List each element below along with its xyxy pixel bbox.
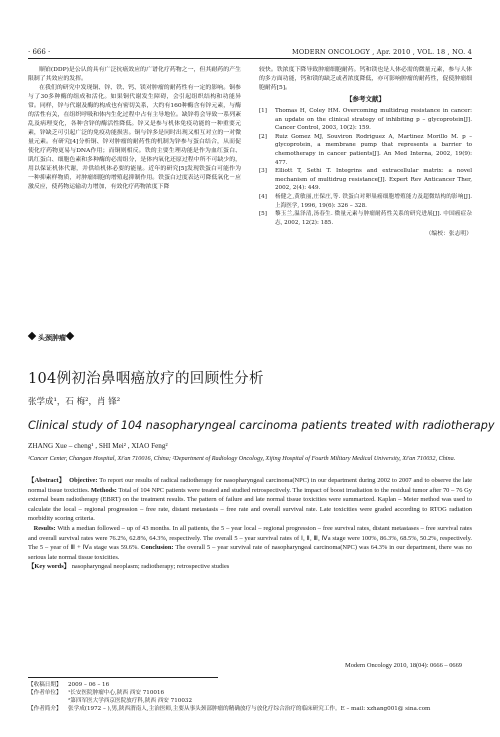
methods-text: Total of 104 NPC patients were treated and studied retrospectively. The impact of boost irradiation to the residual tumor after 70 – 76 Gy external beam radiotherapy (EBRT) on the treatment results. The pattern of failure and late normal tissue toxicities were summarized. Kaplan – Meier method was used to calculate the local – regional progression – free rate, distant metastasis – free rate and overall survival rate. Late toxicities were graded according to RTOG radiation morbidity scoring criteria. bbox=[28, 486, 472, 523]
reference-list bbox=[259, 107, 472, 227]
reference-text: 黎玉兰,温泽清,汤春生. 微量元素与肿瘤耐药性关系的研究进展[J]. 中国癌症杂志, 2002, 12(2): 185. bbox=[275, 211, 472, 226]
footnote-text: ¹长安医院肿瘤中心,陕西 西安 710016 bbox=[68, 690, 165, 696]
footnote-label: 【作者简介】 bbox=[28, 706, 62, 712]
editor-note: （编校：张志明） bbox=[425, 231, 472, 238]
footnote-author bbox=[28, 705, 472, 713]
footnote-text: 2009 – 06 – 16 bbox=[68, 682, 110, 688]
diamond-icon bbox=[28, 332, 36, 340]
keywords-text: nasopharyngeal neoplasm; radiotherapy; retrospective studies bbox=[71, 563, 230, 571]
reference-number: [4] bbox=[259, 193, 267, 200]
column-label bbox=[28, 333, 76, 343]
conclusion-text: The overall 5 – year survival rate of nasopharyngeal carcinoma(NPC) was 64.3% in our department, there was no serious late normal tissue toxicities. bbox=[28, 544, 472, 561]
objective-label: Objective: bbox=[69, 477, 98, 484]
paragraph: 在我们的研究中发现铜、锌、铁、钙、镁对肿瘤的耐药性有一定的影响。铜参与了30多种酶的组成和活化。如果铜代谢发生障碍，会引起组织结构和功能异常。同样，锌与代谢及酶的构成也有密切关系，大约有160种酶含有锌元素，与酶的活性有关，在组织呼吸和体内生化过程中占有主导地位。缺锌将会导致一系列紊乱及病理变化，各种含锌的酶活性降低。锌又是参与机体免疫功能的一种重要元素，锌缺乏可引起广泛的免疫功能损害。铜与锌多是同时出现又相互对立的一对微量元素。有研究[4]分析铜、锌对肿瘤的耐药性的机制为锌参与蛋白结合，从而促使化疗药物更易与DNA作用；而铜则相反。铁的主要生理功能是作为血红蛋白、肌红蛋白、细胞色素和多种酶的必需组分，是体内氧化还原过程中所不可缺少的，用以保证机体代谢，并供给机体必要的能量。近年的研究[5]发现铁蛋白可能作为一种抑素样物质，对肿瘤细胞的增殖起抑制作用。铁蛋白过度表达可降低氧化－应激反应，使药物运输动力增加，有效化疗药物浓度下降 bbox=[28, 85, 241, 190]
header-rule bbox=[28, 58, 472, 59]
reference-item bbox=[259, 167, 472, 193]
page-number: · 666 · bbox=[28, 48, 51, 56]
citation: Modern Oncology 2010, 18(04): 0666 – 0669 bbox=[345, 662, 462, 669]
left-column bbox=[28, 66, 241, 192]
references-heading: 【参考文献】 bbox=[346, 95, 385, 103]
keywords-label: 【Key words】 bbox=[28, 563, 71, 571]
results-label: Results: bbox=[33, 524, 56, 532]
reference-number: [3] bbox=[259, 168, 267, 175]
footnote-received bbox=[28, 681, 472, 689]
reference-text: 杨健之,黄敏丽,庄保庄,等. 铁蛋白对卵巢癌细胞增殖能力及超微结构的影响[J]. 上海医学, 1996, 19(6): 326 – 328. bbox=[275, 193, 472, 209]
footnote-label: 【收稿日期】 bbox=[28, 682, 62, 688]
reference-item bbox=[259, 107, 472, 133]
paragraph: 较快。铁浓度下降导致肿瘤细胞耐药。钙和镁也是人体必需的微量元素，参与人体的多方面功能，钙和镁的缺乏或者浓度降低，亦可影响肿瘤的耐药性，促使肿瘤细胞耐药[5]。 bbox=[259, 67, 472, 91]
title-cn: 104例初治鼻咽癌放疗的回顾性分析 bbox=[28, 371, 264, 387]
column-label-text: 头颈肿瘤 bbox=[38, 333, 66, 342]
reference-number: [2] bbox=[259, 133, 267, 140]
objective-text: To report our results of radical radiotherapy for nasopharyngeal carcinoma(NPC) in our department during 2002 to 2007 and to observe the late normal tissue toxicities. bbox=[28, 477, 473, 494]
reference-number: [5] bbox=[259, 211, 267, 218]
affiliation-en: ¹Cancer Center, Changan Hospital, Xi'an 710016, China; ²Department of Radiology Oncology, Xijing Hospital of Fourth Military Medical University, Xi'an 710032, China. bbox=[28, 455, 456, 462]
abstract bbox=[28, 476, 472, 572]
footnote-text: 张学成(1972 – ),男,陕西渭南人,主治医师,主要从事头颈部肿瘤的精确放疗与放化疗综合治疗的临床研究工作。E – mail: xzhang001@ sina.com bbox=[68, 706, 431, 712]
footnote-text: ²第四军医大学西京医院放疗科,陕西 西安 710032 bbox=[68, 698, 193, 704]
reference-text: Elliott T, Sethi T. Integrins and extracellular matrix: a novel mechanism of multidrug resistance[J]. Expert Rev Anticancer Ther, 2002, 2(4): 449. bbox=[275, 168, 472, 192]
authors-en: ZHANG Xue – cheng¹ , SHI Mei² , XIAO Feng² bbox=[28, 442, 168, 450]
reference-number: [1] bbox=[259, 108, 267, 114]
right-column bbox=[259, 66, 472, 239]
reference-item bbox=[259, 210, 472, 227]
footnote-affiliation bbox=[28, 689, 472, 697]
reference-item bbox=[259, 193, 472, 210]
diamond-icon bbox=[66, 332, 74, 340]
paragraph: 顺铂(DDP)是公认的具有广泛抗癌效应的广谱化疗药物之一，但其耐药的产生限制了其效应的发挥。 bbox=[28, 67, 241, 82]
abstract-label: 【Abstract】 bbox=[28, 477, 66, 484]
running-head: MODERN ONCOLOGY , Apr. 2010 , VOL. 18 , NO. 4 bbox=[292, 48, 472, 56]
reference-text: Ruiz Gomez MJ, Souviron Rodriguez A, Martinez Morillo M. p – glycoprotein, a membrane pump that represents a barrier to chemotherapy in cancer patients[J]. An Med Interna, 2002, 19(9): 477. bbox=[275, 133, 472, 166]
results-text: With a median followed – up of 43 months. In all patients, the 5 – year local – regional progression – free survival rates, distant metastases – free survival rates and overall survival rates were 76.2%, 62.8%, 64.3%, respectively. The overall 5 – year survival rates of Ⅰ, Ⅱ, Ⅲ, Ⅳa stage were 100%, 86.3%, 68.5%, 50.2%, respectively. The 5 – year of Ⅲ + Ⅳa stage was 59.6%. bbox=[28, 524, 473, 552]
footnotes bbox=[28, 681, 472, 713]
title-en: Clinical study of 104 nasopharyngeal carcinoma patients treated with radiotherapy bbox=[28, 419, 495, 432]
reference-text: Thomas H, Coley HM. Overcoming multidrug resistance in cancer: an update on the clinical strategy of inhibiting p – glycoprotein[J]. Cancer Control, 2003, 10(2): 159. bbox=[275, 108, 472, 132]
footnote-label: 【作者单位】 bbox=[28, 690, 62, 696]
reference-item bbox=[259, 133, 472, 167]
conclusion-label: Conclusion: bbox=[140, 544, 174, 552]
footnote-rule bbox=[28, 677, 218, 678]
methods-label: Methods: bbox=[90, 486, 117, 494]
footnote-affiliation-2 bbox=[28, 697, 472, 705]
authors-cn: 张学成¹，石 梅²，肖 锋² bbox=[28, 397, 121, 407]
